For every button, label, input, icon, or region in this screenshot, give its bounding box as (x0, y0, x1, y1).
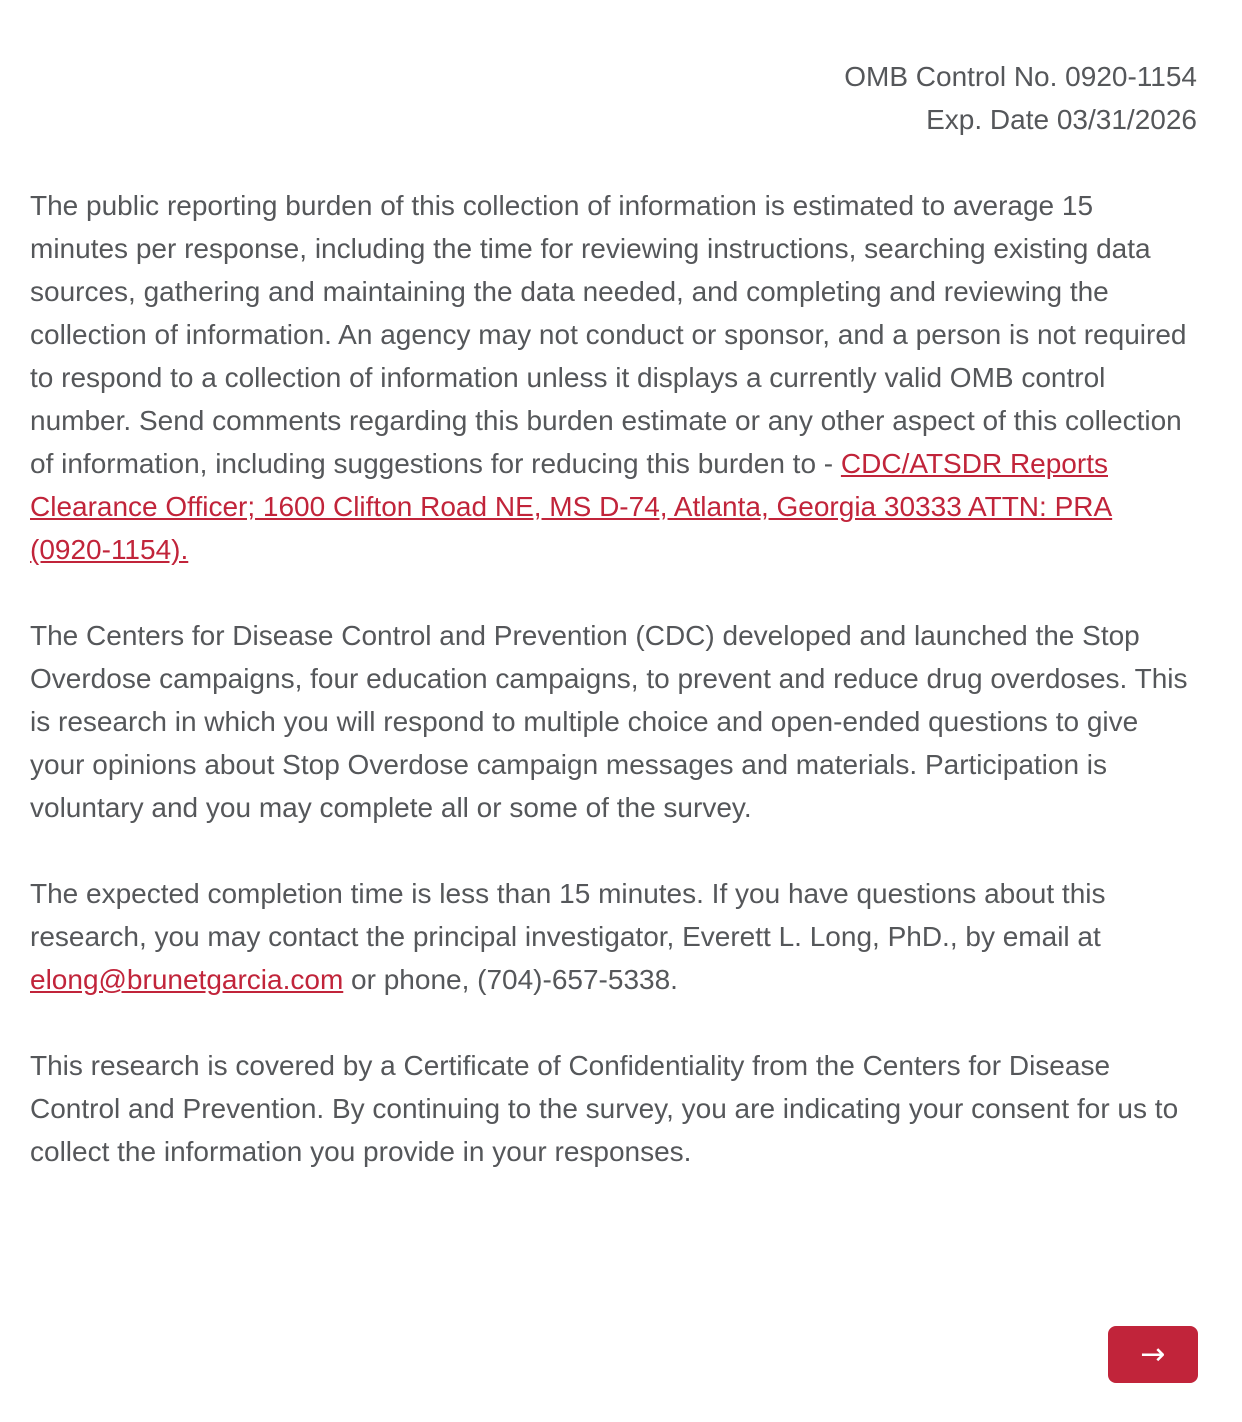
stop-overdose-paragraph: The Centers for Disease Control and Prevention (CDC) developed and launched the Stop Overdose campaigns, four education campaigns, to prevent and reduce drug overdoses. This is research in which you will respond to multiple choice and open-ended questions to give your opinions about Stop Overdose campaign messages and materials. Participation is voluntary and you may complete all or some of the survey. (30, 620, 1188, 823)
burden-statement-paragraph (30, 184, 1197, 571)
omb-header (30, 55, 1197, 141)
confidentiality-paragraph: This research is covered by a Certificate of Confidentiality from the Centers for Disease Control and Prevention. By continuing to the survey, you are indicating your consent for us to collect the information you provide in your responses. (30, 1050, 1179, 1167)
completion-time-paragraph (30, 872, 1197, 1001)
next-button[interactable] (1108, 1326, 1198, 1383)
burden-statement-text: The public reporting burden of this collection of information is estimated to average 15 minutes per response, including the time for reviewing instructions, searching existing data sources, gathering and maintaining the data needed, and completing and reviewing the collection of information. An agency may not conduct or sponsor, and a person is not required to respond to a collection of information unless it displays a currently valid OMB control number. Send comments regarding this burden estimate or any other aspect of this collection of information, including suggestions for reducing this burden to - (30, 190, 1187, 479)
omb-exp-date: Exp. Date 03/31/2026 (926, 104, 1197, 135)
omb-control-number: OMB Control No. 0920-1154 (844, 61, 1197, 92)
cdc-atsdr-clearance-officer-link[interactable]: CDC/ATSDR Reports Clearance Officer; 1600 Clifton Road NE, MS D-74, Atlanta, Georgia 30333 ATTN: PRA (0920-1154). (30, 448, 1113, 565)
investigator-phone-text: or phone, (704)-657-5338. (343, 964, 678, 995)
consent-text (30, 184, 1197, 1173)
investigator-email-link[interactable]: elong@brunetgarcia.com (30, 964, 344, 995)
arrow-right-icon: → (1140, 1336, 1166, 1372)
completion-time-text: The expected completion time is less than 15 minutes. If you have questions about this research, you may contact the principal investigator, Everett L. Long, PhD., by email at (30, 878, 1106, 952)
